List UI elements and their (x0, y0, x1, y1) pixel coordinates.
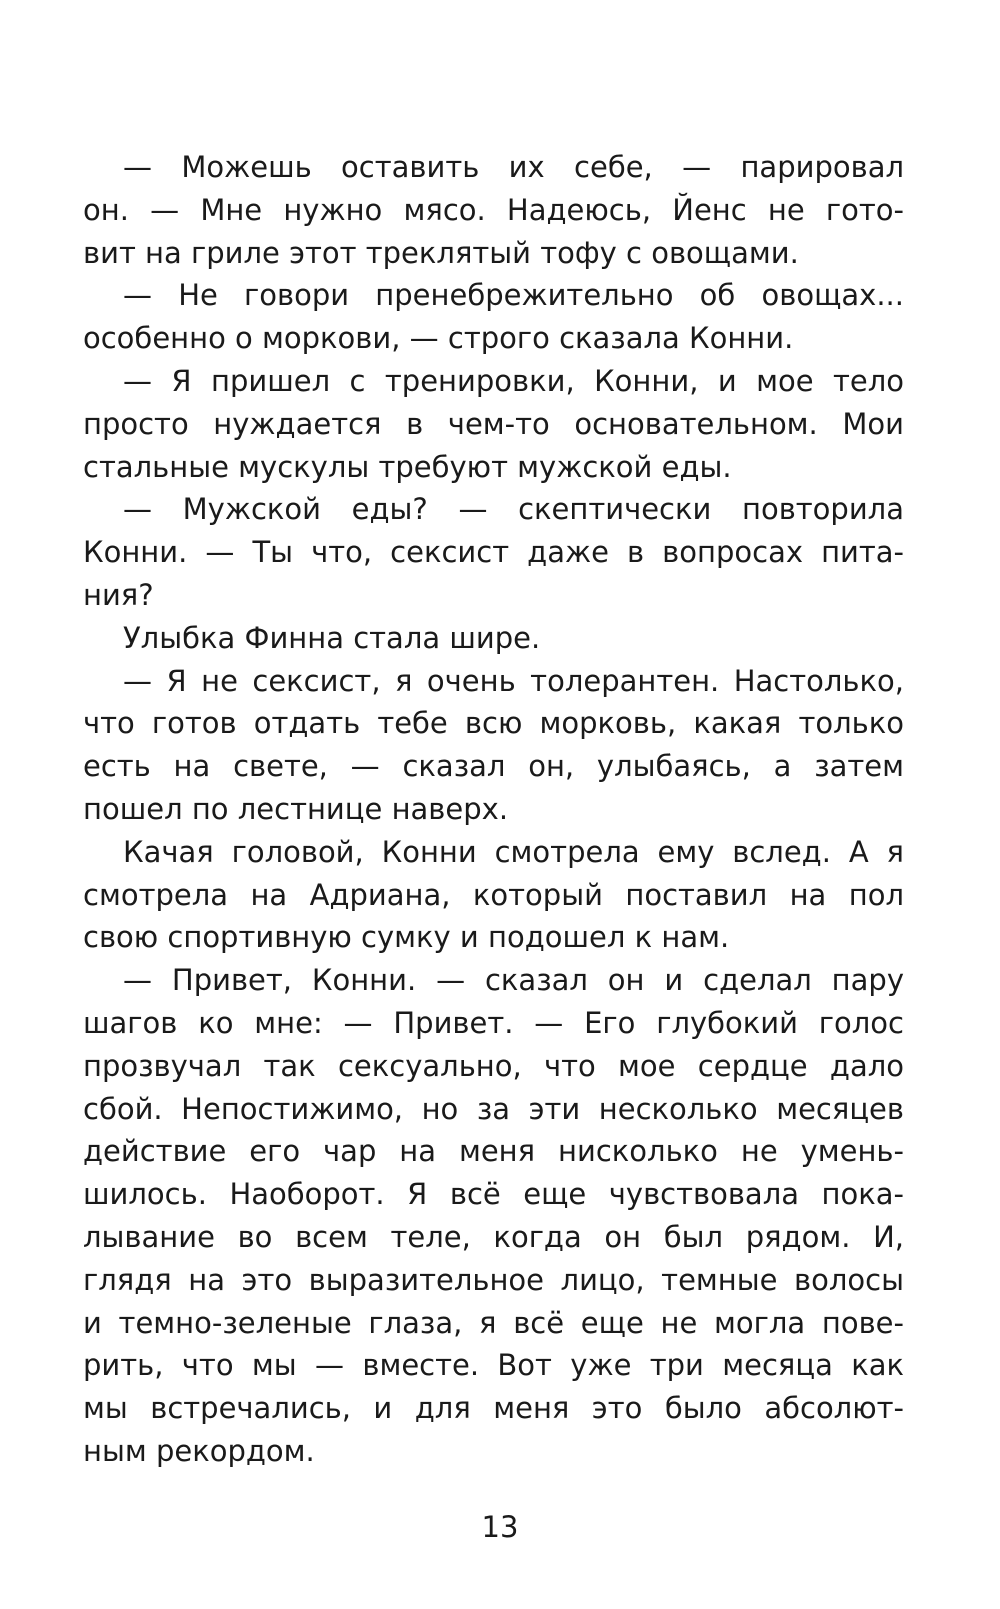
text-line: рить, что мы — вместе. Вот уже три месяца как (83, 1348, 904, 1383)
text-line: прозвучал так сексуально, что мое сердце дало (83, 1048, 904, 1083)
text-line: сбой. Непостижимо, но за эти несколько месяцев (83, 1091, 904, 1126)
text-line: Улыбка Финна стала шире. (123, 620, 541, 655)
text-line: вит на гриле этот треклятый тофу с овощами. (83, 235, 799, 270)
text-line: шагов ко мне: — Привет. — Его глубокий голос (83, 1005, 904, 1040)
text-line: и темно-зеленые глаза, я всё еще не могла пове- (83, 1305, 904, 1340)
text-line: — Я пришел с тренировки, Конни, и мое тело (123, 363, 904, 398)
text-line: есть на свете, — сказал он, улыбаясь, а затем (83, 749, 904, 784)
text-line: он. — Мне нужно мясо. Надеюсь, Йенс не гото- (83, 192, 904, 227)
text-line: — Можешь оставить их себе, — парировал (123, 150, 904, 184)
text-line: просто нуждается в чем-то основательном. Мои (83, 406, 904, 441)
text-line: Конни. — Ты что, сексист даже в вопросах пита- (83, 535, 904, 570)
page-number: 13 (481, 1510, 519, 1544)
text-line: — Привет, Конни. — сказал он и сделал пару (123, 963, 904, 998)
text-line: ным рекордом. (83, 1433, 315, 1468)
body-text (83, 146, 904, 1473)
text-line: особенно о моркови, — строго сказала Конни. (83, 321, 794, 356)
text-line: лывание во всем теле, когда он был рядом. И, (83, 1219, 904, 1254)
text-line: шилось. Наоборот. Я всё еще чувствовала пока- (83, 1177, 904, 1212)
text-line: ния? (83, 577, 154, 612)
text-line: смотрела на Адриана, который поставил на пол (83, 877, 904, 912)
text-line: мы встречались, и для меня это было абсолют- (83, 1391, 904, 1426)
text-line: — Мужской еды? — скептически повторила (123, 492, 904, 527)
text-line: что готов отдать тебе всю морковь, какая только (83, 706, 904, 741)
text-line: пошел по лестнице наверх. (83, 791, 509, 826)
text-line: свою спортивную сумку и подошел к нам. (83, 920, 730, 955)
text-line: глядя на это выразительное лицо, темные волосы (83, 1262, 904, 1297)
text-line: действие его чар на меня нисколько не умень- (83, 1134, 904, 1169)
text-line: стальные мускулы требуют мужской еды. (83, 449, 732, 484)
text-line: — Не говори пренебрежительно об овощах... (123, 278, 904, 313)
text-line: — Я не сексист, я очень толерантен. Настолько, (123, 663, 904, 698)
text-line: Качая головой, Конни смотрела ему вслед. А я (123, 834, 904, 869)
